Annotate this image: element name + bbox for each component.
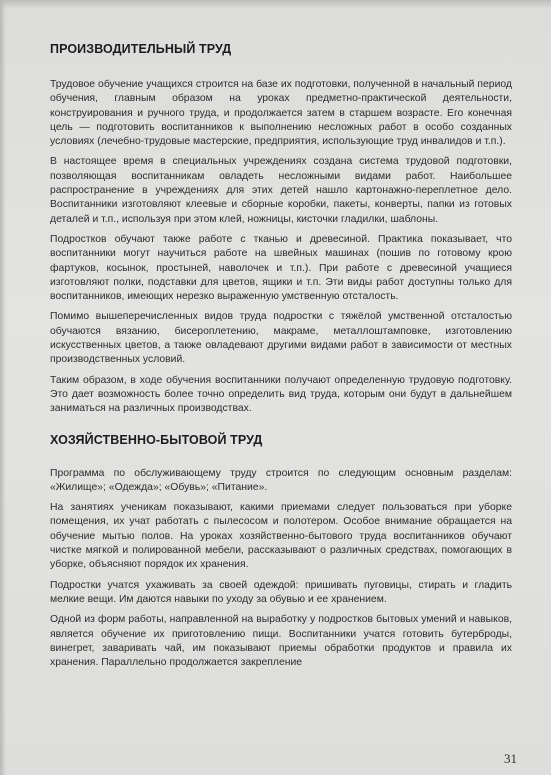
paragraph: Программа по обслуживающему труду строится по следующим основным разделам: «Жилище»; «Одежда»; «Обувь»; «Питание». xyxy=(50,467,512,493)
paragraph: На занятиях ученикам показывают, какими приемами следует пользоваться при уборке помещения, их учат работать с пылесосом и полотером. Особое внимание обращается на обучение мытью полов. На уроках хозяйственно-бытового труда воспитанников обучают чистке мягкой и полированной мебели, рассказывают о различных средствах, помогающих в уборке, объясняют порядок их хранения. xyxy=(50,502,512,571)
page-shadow-top xyxy=(0,0,551,9)
paragraph: Помимо вышеперечисленных видов труда подростки с тяжёлой умственной отсталостью обучаются вязанию, бисероплетению, макраме, металлоштамповке, изготовлению искусственных цветов, а также овладевают другими видами работ в зависимости от местных производственных условий. xyxy=(50,311,512,366)
paragraph: Подростки учатся ухаживать за своей одеждой: пришивать пуговицы, стирать и гладить мелкие вещи. Им даются навыки по уходу за обувью и ее хранением. xyxy=(50,579,512,605)
paragraph: Таким образом, в ходе обучения воспитанники получают определенную трудовую подготовку. Это дает возможность более точно определить вид труда, которым они будут в дальнейшем заниматься на различных производствах. xyxy=(50,374,512,415)
page-content xyxy=(50,30,512,676)
paragraph: Подростков обучают также работе с тканью и древесиной. Практика показывает, что воспитанники могут научиться работе на швейных машинах (пошив по готовому крою фартуков, косынок, простыней, наволочек и т.п.). При работе с древесиной учащиеся изготовляют полки, подставки для цветов, ящики и т.п. Эти виды работ доступны только для воспитанников, имеющих нерезко выраженную умственную отсталость. xyxy=(50,233,512,303)
section-title-productive-labor: ПРОИЗВОДИТЕЛЬНЫЙ ТРУД xyxy=(50,42,232,56)
page-shadow-left xyxy=(0,0,6,775)
page-number: 31 xyxy=(504,751,517,766)
paragraph: В настоящее время в специальных учреждениях создана система трудовой подготовки, позволяющая воспитанникам овладеть несложными видами работ. Наибольшее распространение в учреждениях для этих детей нашло картонажно-переплетное дело. Воспитанники изготовляют клеевые и сборные коробки, пакеты, конверты, папки из готовых деталей и т.п., используя при этом клей, ножницы, кисточки гладилки, шаблоны. xyxy=(50,156,512,225)
section-title-household-labor: ХОЗЯЙСТВЕННО-БЫТОВОЙ ТРУД xyxy=(50,432,263,447)
paragraph: Одной из форм работы, направленной на выработку у подростков бытовых умений и навыков, является обучение их приготовлению пищи. Воспитанники учатся готовить бутерброды, винегрет, заваривать чай, им показывают приемы обработки продуктов и правила их хранения. Параллельно продолжается закрепление xyxy=(50,614,512,669)
paragraph: Трудовое обучение учащихся строится на базе их подготовки, полученной в начальный период обучения, главным образом на уроках предметно-практической деятельности, конструирования и ручного труда, и продолжается затем в старшем возрасте. Его конечная цель — подготовить воспитанников к выполнению несложных работ в особо созданных условиях (лечебно-трудовые мастерские, предприятия, использующие труд инвалидов и т.п.). xyxy=(50,79,512,148)
